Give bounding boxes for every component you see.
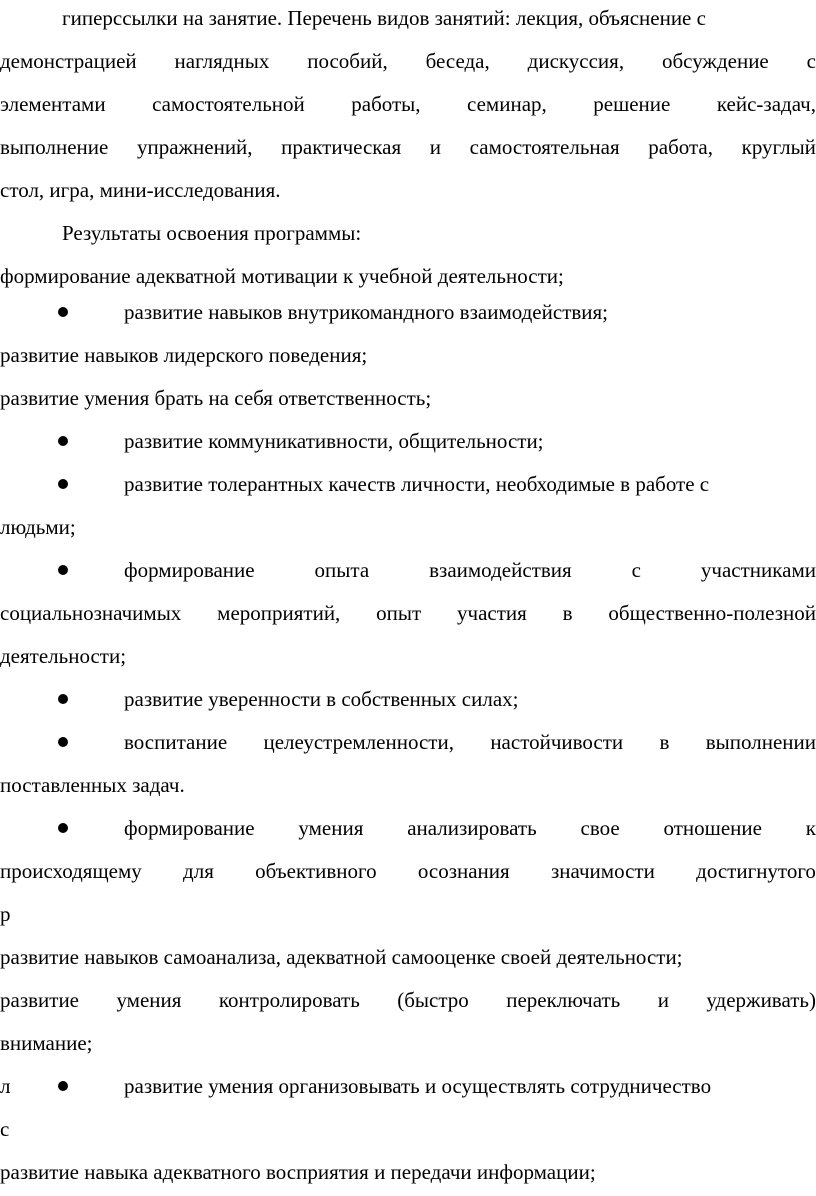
list-item: развитие коммуникативности, общительности; xyxy=(124,429,544,453)
bullet-icon xyxy=(58,737,68,747)
list-item-continuation: внимание; xyxy=(0,1031,93,1055)
stray-letter: с xyxy=(0,1117,10,1141)
text-line: гиперссылки на занятие. Перечень видов занятий: лекция, объяснение с xyxy=(62,6,706,30)
bullet-icon xyxy=(58,565,68,575)
list-item: формирование умения анализировать свое отношение к xyxy=(124,816,816,840)
stray-letter: л xyxy=(0,1074,11,1098)
list-item-continuation: поставленных задач. xyxy=(0,773,185,797)
bullet-icon xyxy=(58,307,68,317)
text-line: стол, игра, мини-исследования. xyxy=(0,178,281,202)
text-line: выполнение упражнений, практическая и самостоятельная работа, круглый xyxy=(0,135,816,159)
text-line: демонстрацией наглядных пособий, беседа, дискуссия, обсуждение с xyxy=(0,49,816,73)
list-item: формирование адекватной мотивации к учебной деятельности; xyxy=(0,264,564,288)
list-item: развитие умения организовывать и осуществлять сотрудничество xyxy=(124,1074,712,1098)
stray-letter: р xyxy=(0,902,11,926)
list-item-continuation: социальнозначимых мероприятий, опыт участия в общественно-полезной xyxy=(0,601,816,625)
list-item: развитие навыков самоанализа, адекватной самооценке своей деятельности; xyxy=(0,945,683,969)
bullet-icon xyxy=(58,823,68,833)
list-item: развитие навыков лидерского поведения; xyxy=(0,343,368,367)
list-item: развитие умения брать на себя ответственность; xyxy=(0,386,432,410)
list-item: развитие навыка адекватного восприятия и передачи информации; xyxy=(0,1160,596,1184)
list-item: развитие толерантных качеств личности, необходимые в работе с xyxy=(124,472,710,496)
list-item-continuation: происходящему для объективного осознания значимости достигнутого xyxy=(0,859,816,883)
list-item-continuation: людьми; xyxy=(0,515,76,539)
list-item-continuation: деятельности; xyxy=(0,644,127,668)
list-item: развитие уверенности в собственных силах; xyxy=(124,687,519,711)
bullet-icon xyxy=(58,479,68,489)
section-heading: Результаты освоения программы: xyxy=(62,221,362,245)
list-item: развитие навыков внутрикомандного взаимодействия; xyxy=(124,300,609,324)
list-item: формирование опыта взаимодействия с участниками xyxy=(124,558,816,582)
bullet-icon xyxy=(58,694,68,704)
list-item: развитие умения контролировать (быстро переключать и удерживать) xyxy=(0,988,816,1012)
list-item: воспитание целеустремленности, настойчивости в выполнении xyxy=(124,730,816,754)
bullet-icon xyxy=(58,1081,68,1091)
bullet-icon xyxy=(58,436,68,446)
text-line: элементами самостоятельной работы, семинар, решение кейс-задач, xyxy=(0,92,816,116)
